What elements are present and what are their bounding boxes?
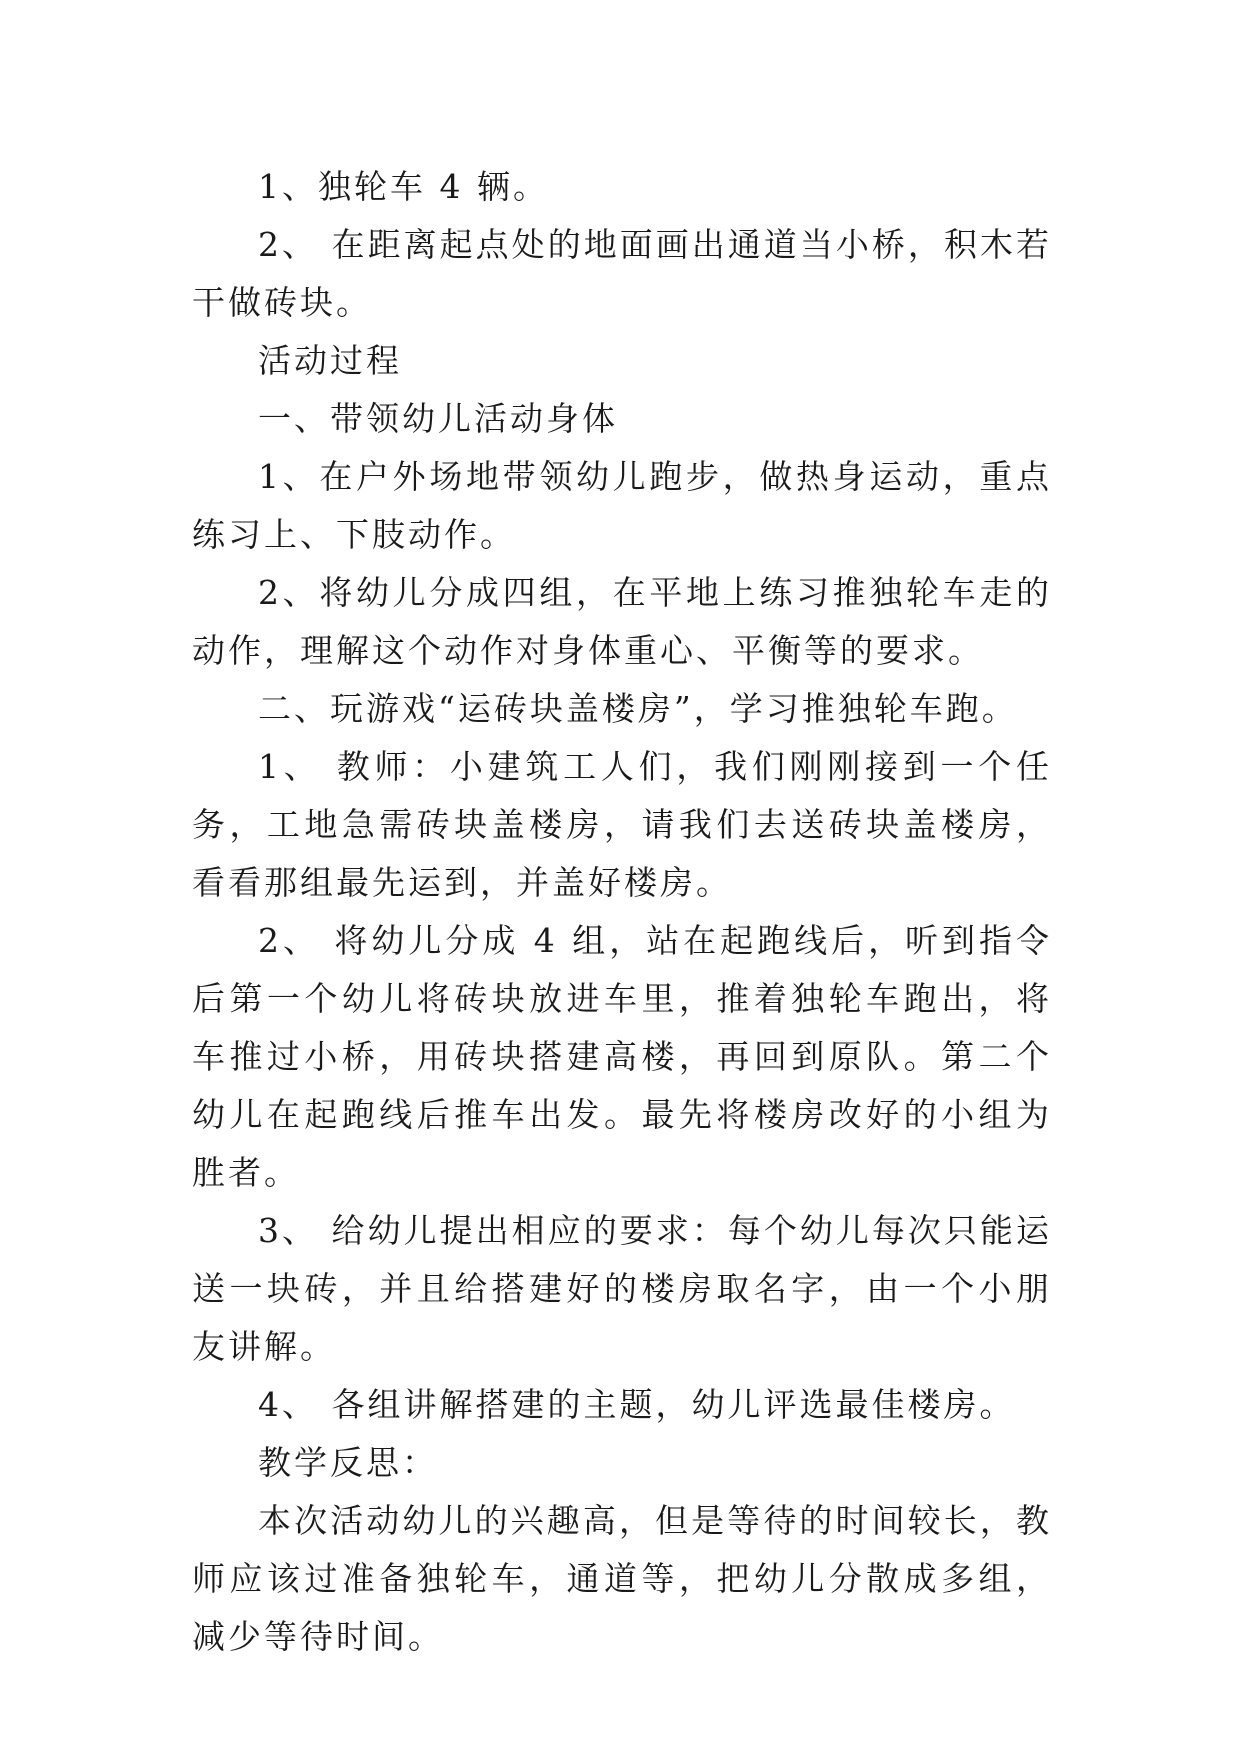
paragraph-materials-2: 2、 在距离起点处的地面画出通道当小桥，积木若干做砖块。: [192, 225, 1052, 322]
paragraph-warmup-2: 2、将幼儿分成四组，在平地上练习推独轮车走的动作，理解这个动作对身体重心、平衡等的要求。: [192, 573, 1052, 670]
paragraph-game-2: 2、 将幼儿分成 4 组，站在起跑线后，听到指令后第一个幼儿将砖块放进车里，推着独轮车跑出，将车推过小桥，用砖块搭建高楼，再回到原队。第二个幼儿在起跑线后推车出发。最先将楼房改好的小组为胜者。: [192, 921, 1052, 1192]
document-body: [192, 158, 1052, 1666]
section-heading-game: 二、玩游戏“运砖块盖楼房”，学习推独轮车跑。: [258, 689, 1018, 728]
paragraph-warmup-1: 1、在户外场地带领幼儿跑步，做热身运动，重点练习上、下肢动作。: [192, 457, 1052, 554]
paragraph-materials-1: 1、独轮车 4 辆。: [258, 167, 549, 206]
section-heading-warmup: 一、带领幼儿活动身体: [258, 399, 618, 438]
paragraph-reflection: 本次活动幼儿的兴趣高，但是等待的时间较长，教师应该过准备独轮车，通道等，把幼儿分散成多组，减少等待时间。: [192, 1501, 1052, 1656]
paragraph-game-4: 4、 各组讲解搭建的主题，幼儿评选最佳楼房。: [258, 1385, 1016, 1424]
paragraph-game-3: 3、 给幼儿提出相应的要求：每个幼儿每次只能运送一块砖，并且给搭建好的楼房取名字，由一个小朋友讲解。: [192, 1211, 1052, 1366]
paragraph-game-1: 1、 教师：小建筑工人们，我们刚刚接到一个任务，工地急需砖块盖楼房，请我们去送砖块盖楼房，看看那组最先运到，并盖好楼房。: [192, 747, 1052, 902]
section-heading-activity-process: 活动过程: [258, 341, 402, 380]
section-heading-reflection: 教学反思：: [258, 1443, 438, 1482]
